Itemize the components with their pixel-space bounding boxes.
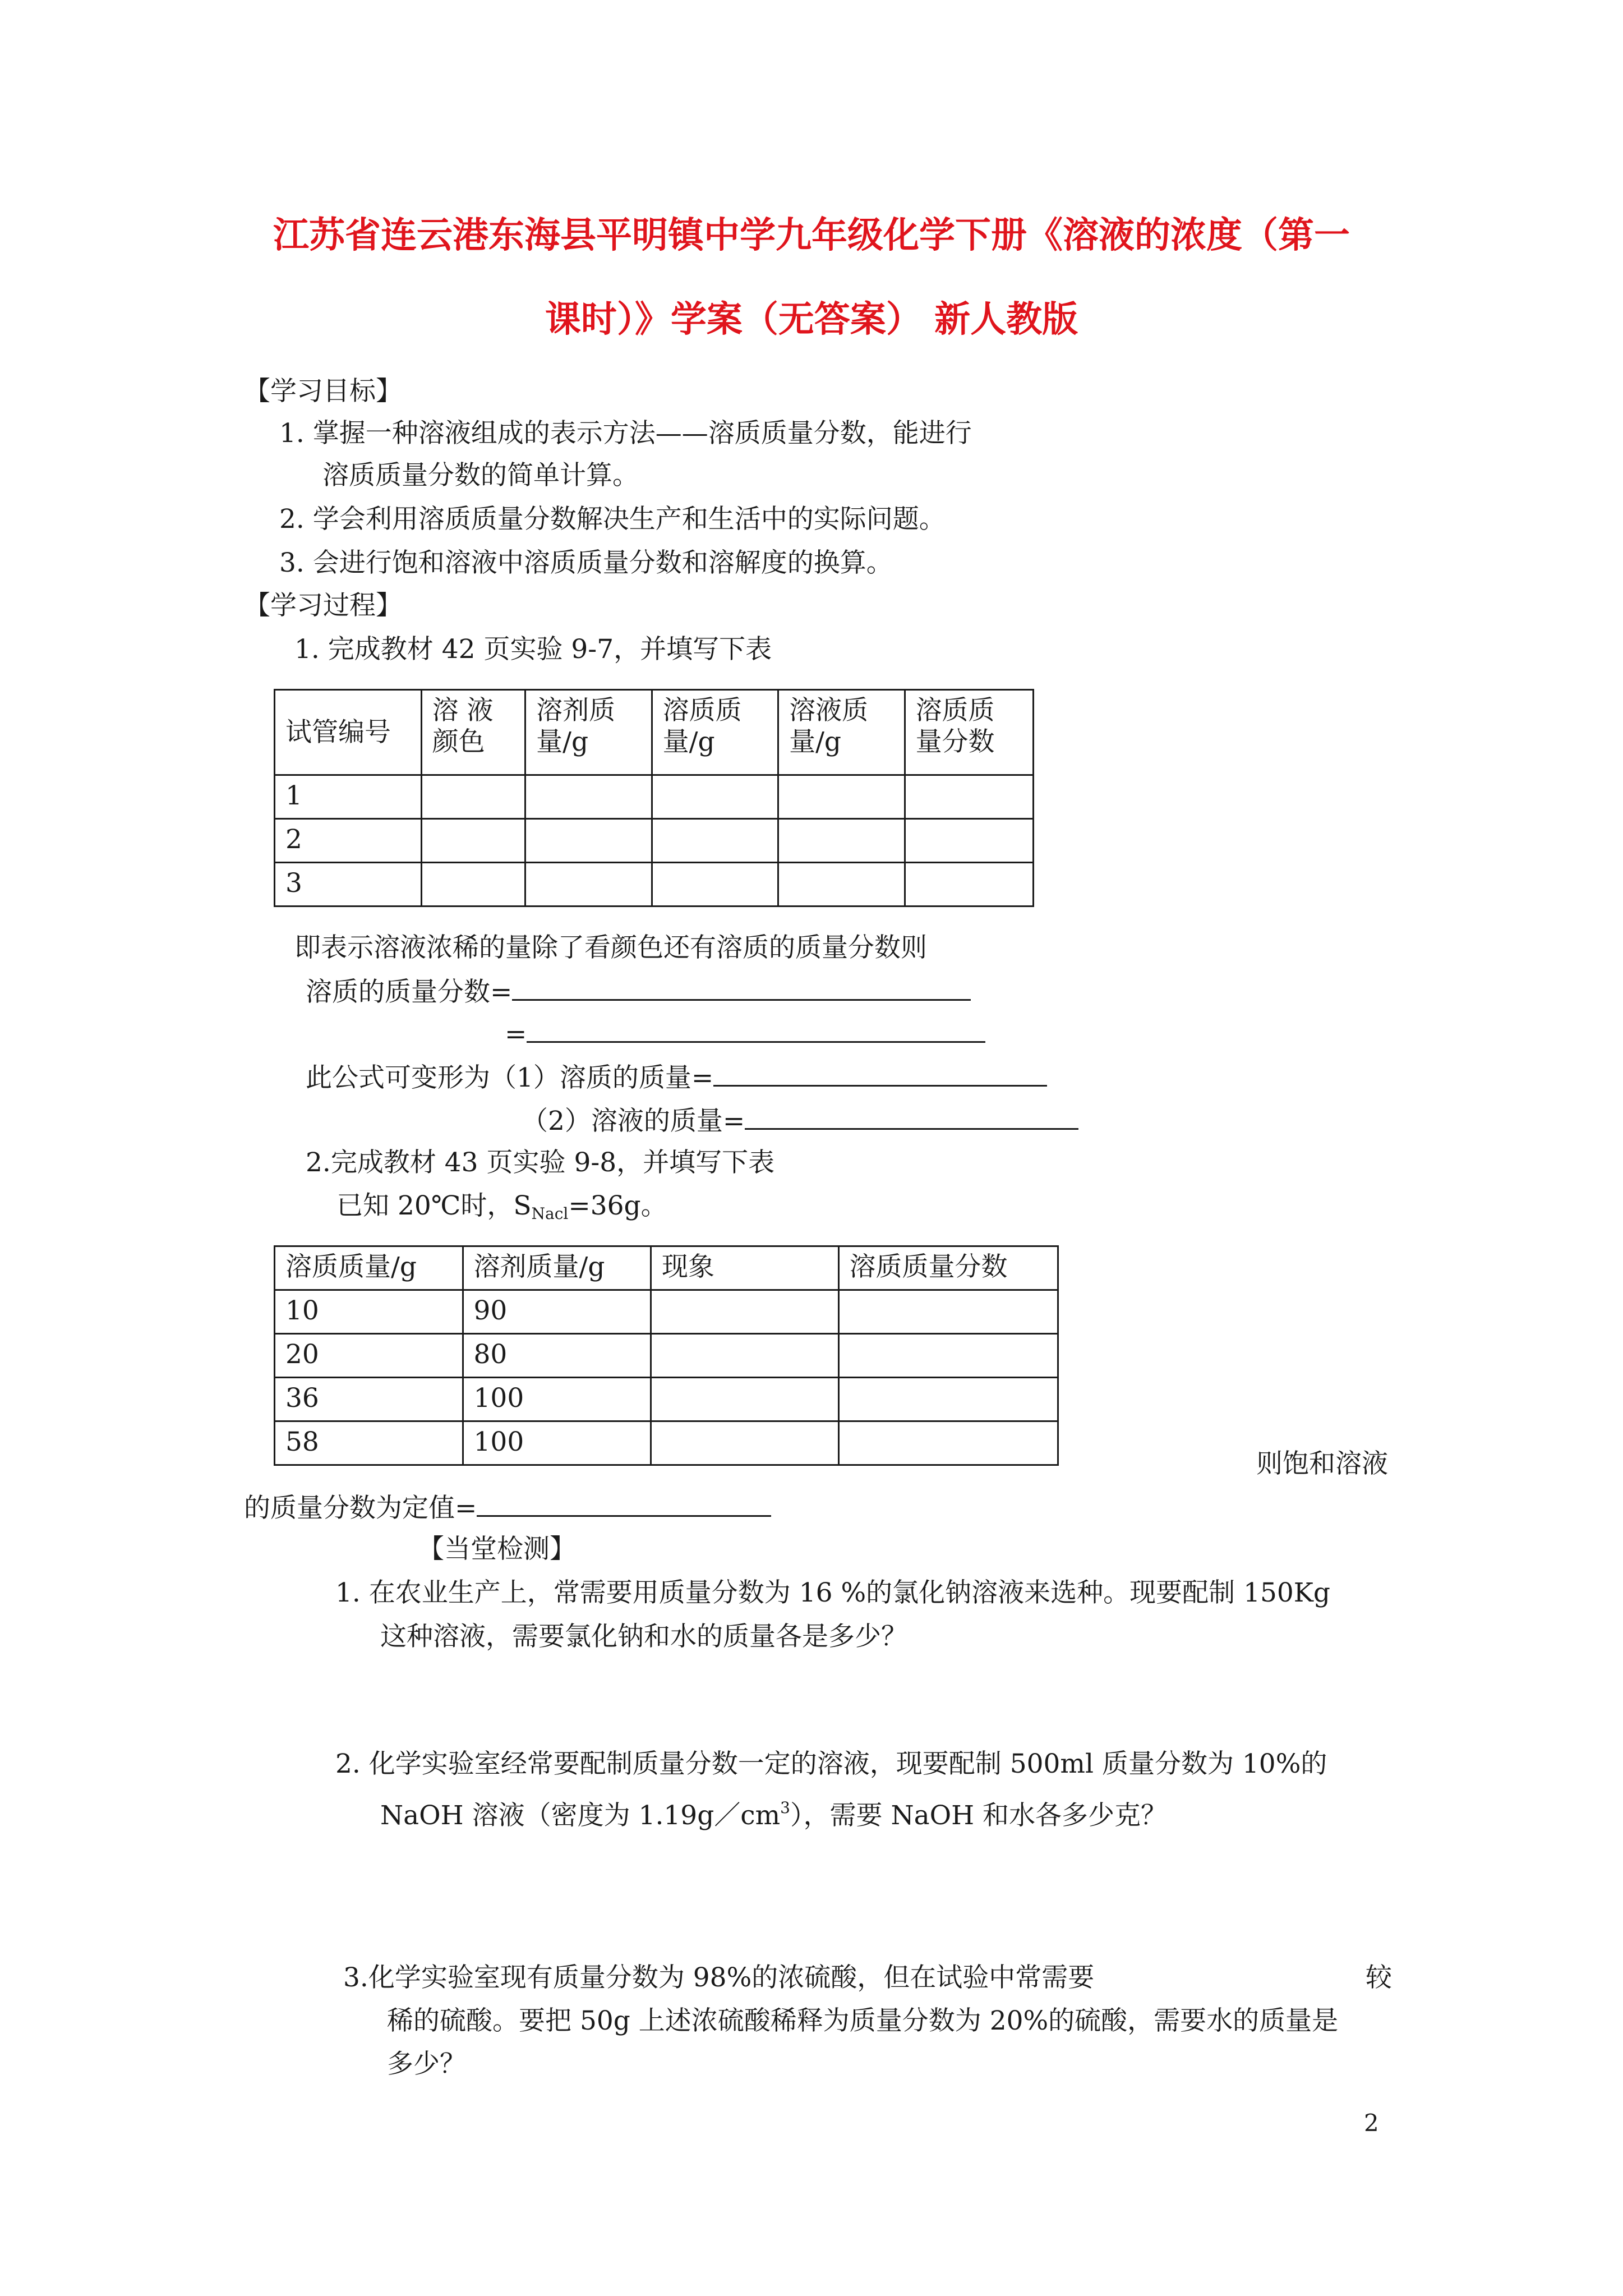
table1-cell [421,863,525,907]
table-row [275,775,1034,819]
process-heading: 【学习过程】 [244,590,402,621]
table2-cell: 10 [275,1290,463,1334]
table2-cell: 36 [275,1378,463,1421]
table2-cell [651,1290,838,1334]
question-2b: NaOH 溶液（密度为 $1.19g/cm^3$），需要 NaOH 和水各多少克？ [380,1798,1168,1831]
question-1b: 这种溶液，需要氯化钠和水的质量各是多少？ [380,1621,907,1652]
table1-cell-tube: 3 [275,863,422,907]
goal-item-2: 2. 学会利用溶质质量分数解决生产和生活中的实际问题。 [279,504,946,535]
question-1a: 1. 在农业生产上，常需要用质量分数为 16 %的氯化钠溶液来选种。现要配制 150Kg [335,1577,1330,1608]
table1-cell [525,775,652,819]
table2-header-cell: 溶质质量分数 [838,1246,1058,1290]
blank-line [477,1489,771,1517]
goal-item-1b: 溶质质量分数的简单计算。 [322,460,639,491]
table1-cell [652,863,778,907]
table1-cell [905,775,1033,819]
table1-cell [905,819,1033,863]
table2-cell [838,1378,1058,1421]
table2-cell [838,1290,1058,1334]
table-row [275,1334,1058,1378]
question-3a: 3.化学实验室现有质量分数为 98%的浓硫酸，但在试验中常需要 [343,1962,1095,1993]
document-title-line-2: 课时）》学案（无答案） 新人教版 [545,299,1078,341]
table2-header-cell: 现象 [651,1246,838,1290]
process-step-2: 2.完成教材 43 页实验 9-8，并填写下表 [306,1147,775,1178]
table1-cell-tube: 1 [275,775,422,819]
table2-cell: 58 [275,1421,463,1465]
table1-header-cell: 溶质质 量/g [652,690,778,775]
experiment-table-1 [274,689,1034,907]
formula-row-2 [505,1015,985,1051]
table1-cell [525,819,652,863]
question-3c: 多少？ [387,2049,466,2079]
table1-header-cell: 溶液质 量/g [778,690,905,775]
question-3a-end: 较 [1366,1962,1392,1993]
table2-cell: 90 [463,1290,651,1334]
document-title-line-1: 江苏省连云港东海县平明镇中学九年级化学下册《溶液的浓度（第一 [273,215,1350,256]
variant-row-2 [522,1102,1078,1138]
table1-cell [778,775,905,819]
table-row [275,1421,1058,1465]
blank-line [512,973,971,1001]
table1-cell [652,819,778,863]
table2-cell: 20 [275,1334,463,1378]
table1-header-cell: 溶剂质 量/g [525,690,652,775]
experiment-table-2 [274,1245,1059,1466]
table2-cell [838,1421,1058,1465]
table1-header-row [275,690,1034,775]
table1-cell [421,775,525,819]
table2-header-row [275,1246,1058,1290]
table-row [275,1378,1058,1421]
process-step-1: 1. 完成教材 42 页实验 9-7，并填写下表 [294,634,772,665]
saturated-row [244,1489,771,1525]
goals-heading: 【学习目标】 [244,376,402,407]
variant-row-1 [306,1059,1047,1095]
table1-header-cell: 试管编号 [275,690,422,775]
goal-item-3: 3. 会进行饱和溶液中溶质质量分数和溶解度的换算。 [279,547,893,578]
table1-cell [652,775,778,819]
table2-cell: 100 [463,1378,651,1421]
table-row [275,819,1034,863]
saturated-text-a: 则饱和溶液 [1256,1448,1388,1479]
check-heading: 【当堂检测】 [418,1534,576,1565]
table2-cell [651,1421,838,1465]
table2-header-cell: 溶质质量/g [275,1246,463,1290]
known-condition: 已知 20℃时，$S_{Nacl}=36g$。 [336,1190,667,1223]
table1-cell [778,819,905,863]
table1-header-cell: 溶质质 量分数 [905,690,1033,775]
goal-item-1a: 1. 掌握一种溶液组成的表示方法——溶质质量分数，能进行 [279,418,972,449]
table1-cell [778,863,905,907]
table1-cell [905,863,1033,907]
formula-equals: = [505,1019,527,1050]
table1-cell [525,863,652,907]
formula-row [306,973,971,1009]
variant-2-label: （2）溶液的质量= [522,1106,745,1137]
table1-cell [421,819,525,863]
table2-cell [651,1378,838,1421]
formula-label: 溶质的质量分数= [306,977,513,1007]
question-2a: 2. 化学实验室经常要配制质量分数一定的溶液，现要配制 500ml 质量分数为 10%的 [335,1749,1327,1779]
blank-line [713,1059,1047,1087]
paragraph-mass-fraction: 即表示溶液浓稀的量除了看颜色还有溶质的质量分数则 [294,932,927,963]
table2-cell [838,1334,1058,1378]
table2-cell: 80 [463,1334,651,1378]
table-row [275,1290,1058,1334]
table-row [275,863,1034,907]
table2-cell: 100 [463,1421,651,1465]
table1-header-cell: 溶 液 颜色 [421,690,525,775]
table2-cell [651,1334,838,1378]
table1-cell-tube: 2 [275,819,422,863]
blank-line [527,1015,985,1043]
blank-line [745,1102,1078,1130]
saturated-text-b: 的质量分数为定值= [244,1493,477,1524]
table2-header-cell: 溶剂质量/g [463,1246,651,1290]
question-3b: 稀的硫酸。要把 50g 上述浓硫酸稀释为质量分数为 20%的硫酸，需要水的质量是 [387,2005,1339,2036]
variant-label: 此公式可变形为（1）溶质的质量= [306,1062,714,1093]
page-number: 2 [1364,2109,1379,2137]
